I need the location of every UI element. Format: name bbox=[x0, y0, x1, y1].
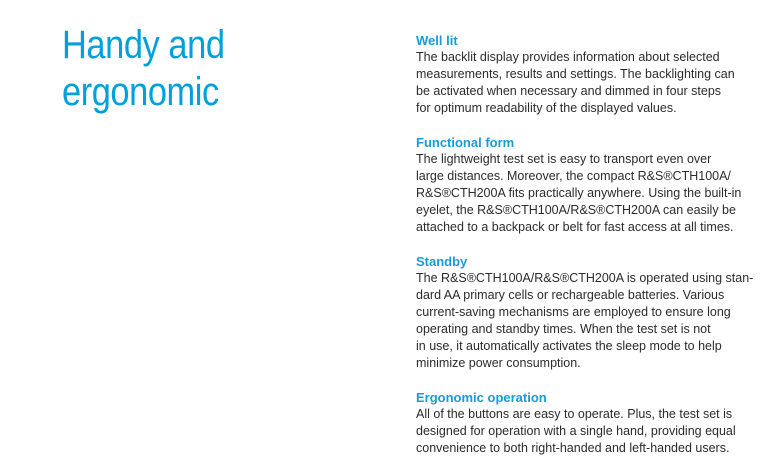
body-line: eyelet, the R&S®CTH100A/R&S®CTH200A can easily be bbox=[416, 203, 736, 217]
body-line: attached to a backpack or belt for fast access at all times. bbox=[416, 220, 734, 234]
section-body bbox=[416, 270, 776, 372]
section-well-lit bbox=[416, 32, 776, 117]
heading-line: Handy and bbox=[62, 23, 225, 67]
body-line: designed for operation with a single hand, providing equal bbox=[416, 424, 736, 438]
section-body bbox=[416, 406, 776, 457]
body-line: current-saving mechanisms are employed to ensure long bbox=[416, 305, 731, 319]
body-line: R&S®CTH200A fits practically anywhere. Using the built-in bbox=[416, 186, 742, 200]
body-line: The R&S®CTH100A/R&S®CTH200A is operated using stan- bbox=[416, 271, 754, 285]
body-line: operating and standby times. When the test set is not bbox=[416, 322, 711, 336]
body-line: in use, it automatically activates the sleep mode to help bbox=[416, 339, 722, 353]
body-line: The lightweight test set is easy to transport even over bbox=[416, 152, 712, 166]
body-line: minimize power consumption. bbox=[416, 356, 581, 370]
section-body bbox=[416, 151, 776, 236]
section-title: Standby bbox=[416, 254, 468, 269]
body-line: measurements, results and settings. The backlighting can bbox=[416, 67, 735, 81]
section-functional-form bbox=[416, 134, 776, 236]
page-heading bbox=[62, 22, 320, 116]
feature-sections bbox=[416, 32, 776, 474]
section-body bbox=[416, 49, 776, 117]
body-line: dard AA primary cells or rechargeable batteries. Various bbox=[416, 288, 725, 302]
body-line: for optimum readability of the displayed values. bbox=[416, 101, 677, 115]
body-line: convenience to both right-handed and left-handed users. bbox=[416, 441, 730, 455]
section-title: Well lit bbox=[416, 33, 458, 48]
section-standby bbox=[416, 253, 776, 372]
section-title: Functional form bbox=[416, 135, 515, 150]
body-line: The backlit display provides information about selected bbox=[416, 50, 720, 64]
body-line: be activated when necessary and dimmed in four steps bbox=[416, 84, 722, 98]
body-line: All of the buttons are easy to operate. Plus, the test set is bbox=[416, 407, 733, 421]
section-ergonomic-operation bbox=[416, 389, 776, 457]
heading-line: ergonomic bbox=[62, 70, 219, 114]
section-title: Ergonomic operation bbox=[416, 390, 547, 405]
body-line: large distances. Moreover, the compact R&S®CTH100A/ bbox=[416, 169, 731, 183]
